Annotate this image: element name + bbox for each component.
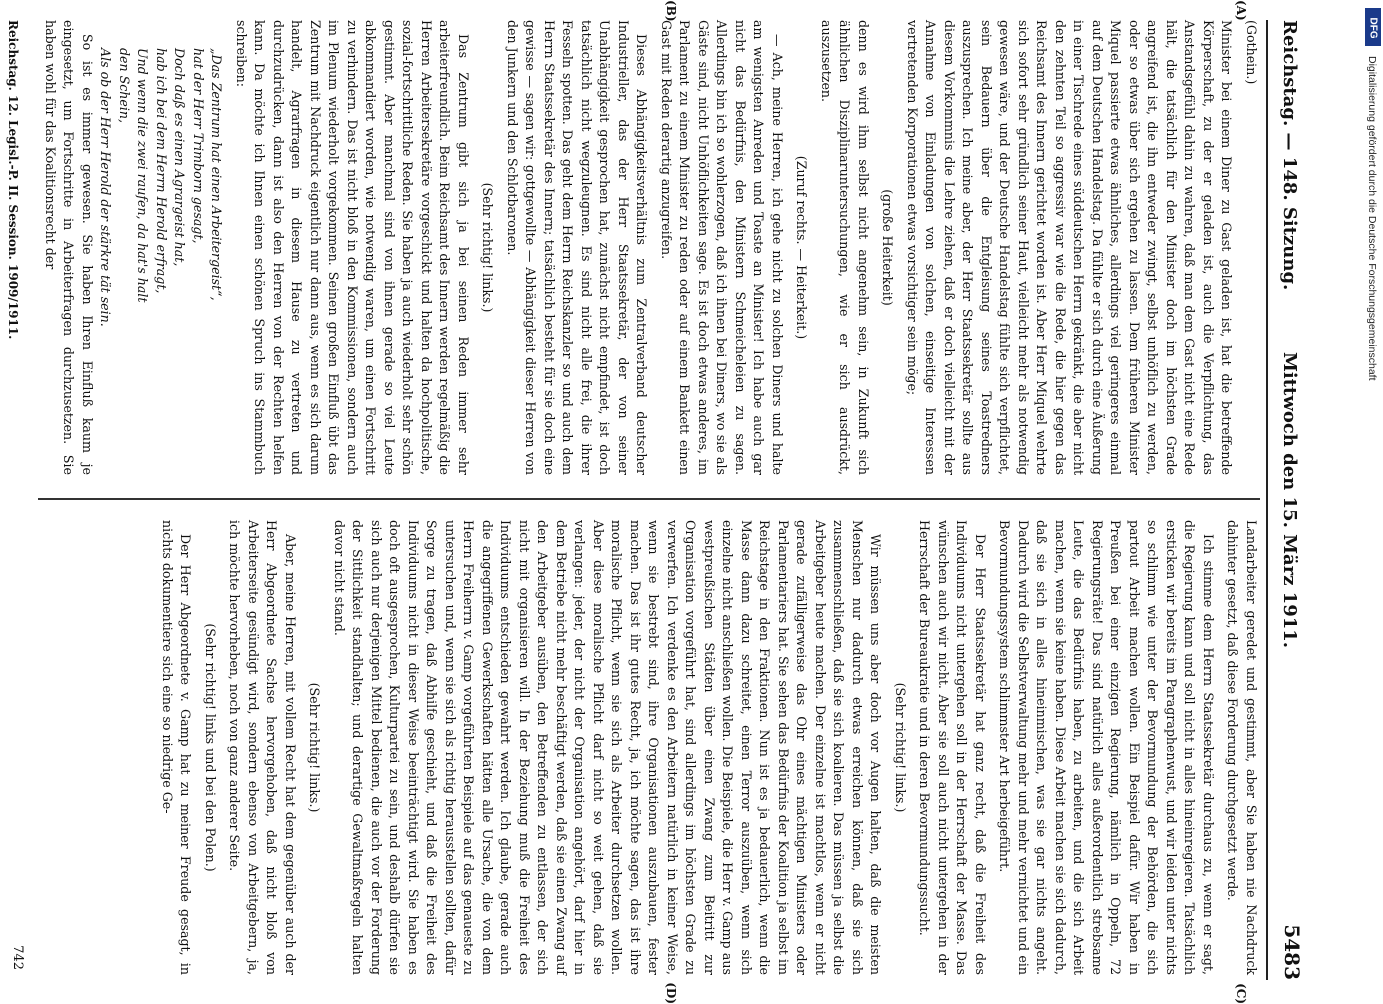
left-column (38, 20, 1260, 475)
paragraph: Der Herr Abgeordnete v. Gamp hat zu meiner Freude gesagt, in nichts dokumentiere sich eine so niedrige Ge- (160, 520, 194, 975)
paragraph: Wir müssen uns aber doch vor Augen halten, daß die meisten Menschen nur dadurch etwas erreichen können, daß sie sich zusammenschließen, daß sie sich koalieren. Das müssen ja selbst die Arbeitgeber heute machen. Der einzelne ist machtlos, wenn er nicht gerade zufälligerweise das Ohr eines mächtigen Ministers oder Parlamentariers hat. Sie sehen das Bedürfnis der Koalition ja selbst im Reichstage in den Fraktionen. Nun ist es ja bedauerlich, wenn die Masse dann dazu schreitet, einen Terror auszuüben, wenn sich einzelne nicht anschließen wollen. Die Beispiele, die Herr v. Gamp aus westpreußischen Städten über einen Zwang zum Beitritt zur Organisation vorgeführt hat, sind allerdings im höchsten Grade zu verwerfen. Ich verdenke es den Arbeitern natürlich in keiner Weise, wenn sie bestrebt sind, ihre Organisationen auszubauen, fester machen. Das ist ihr gutes Recht, ja, ich möchte sagen, das ist ihre moralische Pflicht, wenn sie sich als Arbeiter durchsetzen wollen. Aber diese moralische Pflicht darf nicht so weit gehen, daß sie verlangen: jeder, der nicht der Organisation angehört, darf hier in dem Betriebe nicht mehr beschäftigt werden, daß sie einen Zwang auf den Arbeitgeber ausüben, den Betreffenden zu entlassen, der sich nicht mit organisieren will. In der Beziehung muß die Freiheit des Individuums entschieden gewahrt werden. Ich glaube, gerade auch die angegriffenen Gewerkschaften hätten alle Ursache, die von dem Herrn Freiherrn v. Gamp vorgeführten Beispiele auf das genaueste zu untersuchen und, wenn sie sich als richtig herausstellen sollten, dafür Sorge zu tragen, daß Abhilfe geschieht, und daß die Freiheit des Individuums nicht in dieser Weise beeinträchtigt wird. Sie haben es doch oft ausgesprochen, Kulturpartei zu sein, und deshalb dürfen sie sich auch nur derjenigen Mittel bedienen, die auch vor der Forderung der Sittlichkeit standhalten; und derartige Gewaltmaßregeln halten davor nicht stand. (332, 520, 884, 975)
header-left: Reichstag. — 148. Sitzung. (1279, 20, 1300, 291)
interjection: (Sehr richtig! links.) (307, 682, 323, 813)
paragraph: Der Herr Staatssekretär hat ganz recht, daß die Freiheit des Individuums nicht untergehen soll in der Herrschaft der Masse. Das wünschen auch wir nicht. Aber sie soll auch nicht untergehen in der Herrschaft der Bureaukratie und in deren Bevormundungssucht. (917, 520, 988, 975)
paragraph: Das Zentrum gibt sich ja bei seinen Reden immer sehr arbeiterfreundlich. Beim Reichsamt des Innern werden regelmäßig die Herren Arbeitersekretäre vorgeschickt und halten da hochpolitische, sozial-fortschrittliche Reden. Sie haben ja auch wiederholt sehr schön gestimmt. Aber manchmal sind von ihnen gerade so viel Leute abkommandiert worden, wie notwendig waren, um einen Fortschritt zu verhindern. Das ist nicht bloß in den Kommissionen, sondern auch im Plenum wiederholt vorgekommen. Seinen großen Einfluß übt das Zentrum mit Nachdruck eigentlich nur dann aus, wenn es sich darum handelt, Agrarfragen in diesem Hause zu vertreten und durchzudrücken, dann ist also den Herren von der Rechten helfen kann. Da möchte ich Ihnen einen schönen Spruch ins Stammbuch schreiben: (234, 20, 471, 475)
poem (96, 20, 226, 475)
paragraph: — Ach, meine Herren, ich gehe nicht zu solchen Diners und halte am wenigsten Anreden und Toaste an Minister! Ich habe auch gar nicht das Bedürfnis, den Ministern Schmeicheleien zu sagen. Allerdings bin ich so wohlerzogen, daß ich ihnen bei Diners, wo sie als Gäste sind, nicht Unhöflichkeiten sage. Es ist doch etwas anderes, im Parlament zu einem Minister zu reden oder auf einem Bankett einen Gast mit Reden derartig anzugreifen. (659, 20, 785, 475)
interjection: (Sehr richtig! links.) (480, 182, 496, 313)
poem-line: hat der Herr Trimborn gesagt, (191, 48, 206, 244)
footer-session: Reichstag. 12. Legisl.-P. II. Session. 1909/1911. (6, 20, 20, 340)
margin-mark-b: (B) (664, 0, 678, 22)
poem-line: Doch daß es einen Agrargeist hat, (172, 48, 188, 267)
paragraph: Landarbeiter geredet und gestimmt, aber Sie haben nie Nachdruck dahinter gesetzt, daß diese Forderung durchgesetzt werde. (1225, 520, 1259, 975)
interjection: (große Heiterkeit) (880, 189, 896, 306)
page-header (1270, 20, 1310, 980)
header-date: Mittwoch den 15. März 1911. (1279, 351, 1300, 649)
paragraph: denn es wird ihm selbst nicht angenehm sein, in Zukunft sich ähnlichen Disziplinaruntersuchungen, wie er sich ausdrückt, auszusetzen. (819, 20, 871, 475)
poem-line: den Schein, (117, 48, 132, 124)
paragraph: Aber, meine Herren, mit vollem Recht hat dem gegenüber auch der Herr Abgeordnete Sachse hervorgehoben, daß nicht bloß von Arbeiterseite gesündigt wird, sondern ebenso von Arbeitgebern, ja, ich möchte hervorheben, noch von ganz anderer Seite. (227, 520, 298, 975)
page-number: 5483 (1280, 924, 1304, 980)
interjection: (Zuruf rechts. — Heiterkeit.) (794, 155, 810, 340)
column-divider (38, 498, 1260, 500)
credit-text: Digitalisierung gefördert durch die Deutsche Forschungsgemeinschaft (1366, 56, 1378, 381)
dfg-logo: DFG (1365, 8, 1381, 46)
paragraph: So ist es immer gewesen. Sie haben Ihren Einfluß kaum je eingesetzt, um Fortschritte in Arbeiterfragen durchzusetzen. Sie haben wohl für das Koalitionsrecht der (43, 20, 95, 475)
header-rule (1266, 20, 1268, 980)
speaker-label: (Gothein.) (1244, 20, 1259, 85)
footer-signature: 742 (10, 945, 25, 970)
paragraph: Minister bei einem Diner zu Gast geladen ist, hat die betreffende Körperschaft, zu der er geladen ist, auch die Verpflichtung, das Anstandsgefühl dahin zu wahren, daß man dem Gast nicht eine Rede hält, die tatsächlich für den Minister doch im höchsten Grade angreifend ist, die ihn entweder zwingt, selbst unhöflich zu werden, oder so etwas über sich ergehen zu lassen. Dem früheren Minister Miquel passierte etwas ähnliches, allerdings viel geringeres einmal auf dem Deutschen Handelstag. Da fühlte er sich durch eine Äußerung in einer Tischrede eines süddeutschen Herrn gekränkt, die aber nicht den zehnten Teil so aggressiv war wie die Rede, die hier gegen das Reichsamt des Innern gerichtet worden ist. Aber Herr Miquel wehrte sich sofort sehr gründlich seiner Haut, vielleicht mehr als notwendig gewesen wäre, und der Deutsche Handelstag fühlte sich verpflichtet, sein Bedauern über die Entgleisung seines Toastredners auszusprechen. Ich meine aber, der Herr Staatssekretär sollte aus diesem Vorkommnis die Lehre ziehen, daß er doch vielleicht mit der Annahme von Einladungen von solchen, einseitige Interessen vertretenden Korporationen etwas vorsichtiger sein möge; (905, 20, 1235, 475)
paragraph: Dieses Abhängigkeitsverhältnis zum Zentralverband deutscher Industrieller, das der Herr Staatssekretär, der von seiner Unabhängigkeit gesprochen hat, zunächst nicht empfindet, ist doch tatsächlich nicht wegzuleugnen. Es sind nicht alle frei, die ihrer Fesseln spotten. Das geht dem Herrn Reichskanzler so und auch dem Herrn Staatssekretär des Innern; tatsächlich besteht für sie doch eine gewisse — sagen wir: gottgewollte — Abhängigkeit dieser Herren von den Junkern und den Schlotbaronen. (505, 20, 650, 475)
margin-mark-c: (C) (1234, 983, 1248, 1004)
poem-line: Und wenn die zwei raufen, da hat's halt (135, 48, 151, 303)
poem-line: hab ich bei dem Herrn Herold erfragt, (154, 48, 169, 294)
margin-mark-d: (D) (664, 982, 678, 1004)
poem-line: Als ob der Herr Herold der stärkre tät sein. (98, 48, 114, 327)
right-column (38, 520, 1260, 975)
interjection: (Sehr richtig! links und bei den Polen.) (203, 623, 218, 872)
interjection: (Sehr richtig! links.) (893, 682, 908, 813)
margin-mark-a: (A) (1234, 0, 1248, 21)
digitization-credit (1365, 56, 1379, 756)
paragraph: Ich stimme dem Herrn Staatssekretär durchaus zu, wenn er sagt, die Regierung kann und soll nicht in alles hineinregieren. Tatsächlich ersticken wir bereits im Paragraphenwust, und wir leiden unter nichts so schlimm wie unter der Bevormundung der Behörden, die sich partout Arbeit machen wollen. Ein Beispiel dafür. Wir haben in Preußen bei einer einzigen Regierung, nämlich in Oppeln, 72 Regierungsräte! Das sind natürlich alles außerordentlich strebsame Leute, die das Bedürfnis haben, zu arbeiten, und die sich Arbeit machen, wenn sie keine haben. Diese Arbeit machen sie sich dadurch, daß sie sich in alles hineinmischen, was sie gar nichts angeht. Dadurch wird die Selbstverwaltung mehr und mehr vernichtet und ein Bevormundungssystem schlimmster Art herbeigeführt. (997, 520, 1216, 975)
poem-line: „Das Zentrum hat einen Arbeitergeist“, (209, 48, 225, 301)
